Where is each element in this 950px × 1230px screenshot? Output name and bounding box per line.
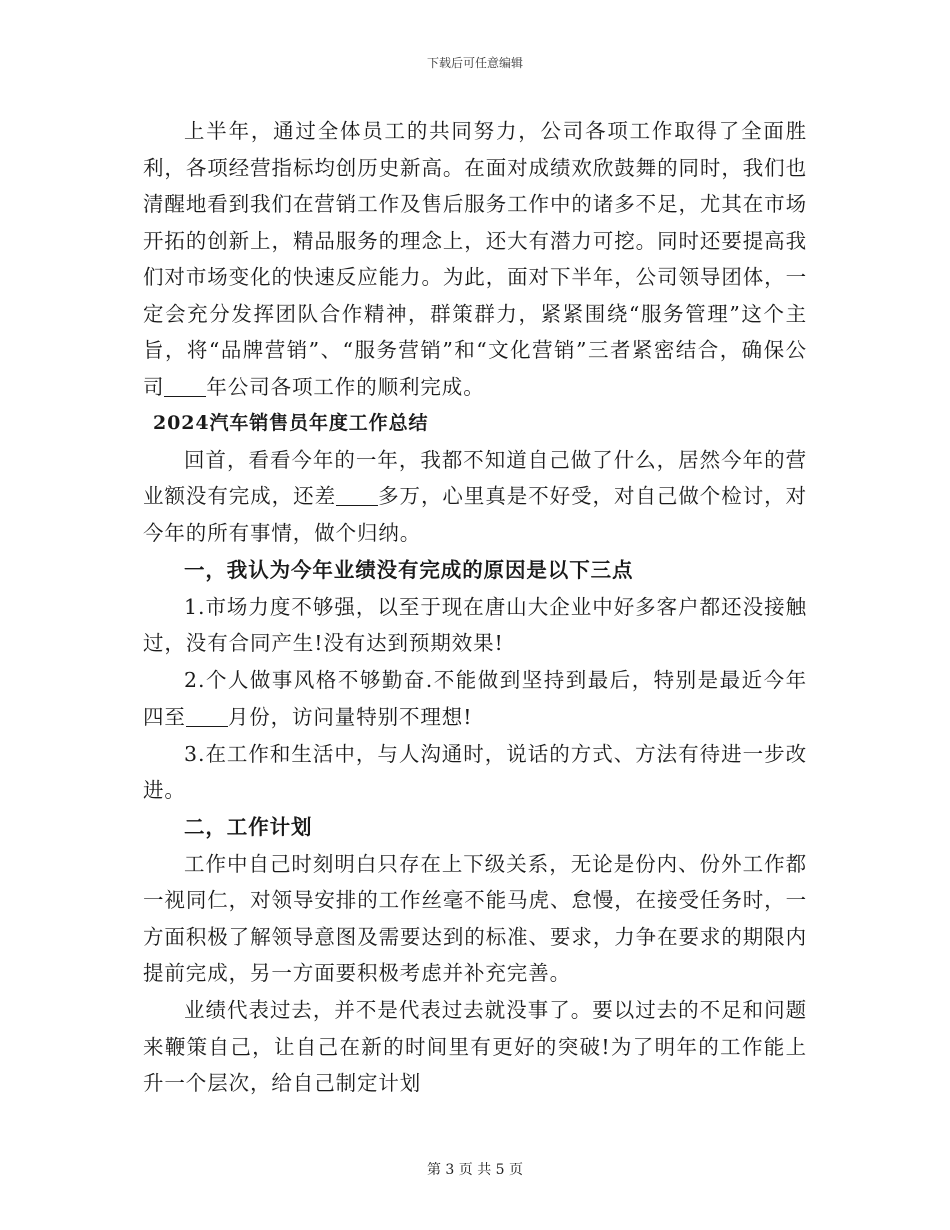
fill-blank: [186, 726, 228, 727]
list-item: [143, 662, 807, 735]
paragraph-text: 多万，心里真是不好受，对自己做个检讨，对今年的所有事情，做个归纳。: [143, 484, 807, 545]
fill-blank: [336, 505, 378, 506]
page-footer: 第 3 页 共 5 页: [426, 1162, 524, 1178]
paragraph-text: 回首，看看今年的一年，我都不知道自己做了什么，居然今年的营业额没有完成，还差: [143, 447, 807, 508]
document-title: 2024汽车销售员年度工作总结: [153, 412, 429, 434]
section-heading: 二，工作计划: [184, 815, 313, 839]
document-body: [143, 113, 807, 1102]
list-item: 1.市场力度不够强，以至于现在唐山大企业中好多客户都还没接触过，没有合同产生!没有达到预期效果!: [143, 594, 807, 655]
paragraph-text: 2.个人做事风格不够勤奋.不能做到坚持到最后，特别是最近今年四至: [143, 668, 807, 729]
intro-paragraph: [143, 113, 807, 405]
plan-paragraph: 业绩代表过去，并不是代表过去就没事了。要以过去的不足和问题来鞭策自己，让自己在新的时间里有更好的突破!为了明年的工作能上升一个层次，给自己制定计划: [143, 998, 807, 1095]
paragraph-text: 年公司各项工作的顺利完成。: [206, 374, 485, 399]
section-heading: 一，我认为今年业绩没有完成的原因是以下三点: [184, 557, 634, 582]
paragraph-text: 上半年，通过全体员工的共同努力，公司各项工作取得了全面胜利，各项经营指标均创历史新高。在面对成绩欢欣鼓舞的同时，我们也清醒地看到我们在营销工作及售后服务工作中的诸多不足，尤其在市场开拓的创新上，精品服务的理念上，还大有潜力可挖。同时还要提高我们对市场变化的快速反应能力。为此，面对下半年，公司领导团体，一定会充分发挥团队合作精神，群策群力，紧紧围绕“服务管理”这个主旨，将“品牌营销”、“服务营销”和“文化营销”三者紧密结合，确保公司: [143, 119, 807, 399]
review-paragraph: [143, 442, 807, 552]
page-header: 下载后可任意编辑: [426, 56, 523, 70]
list-item: 3.在工作和生活中，与人沟通时，说话的方式、方法有待进一步改进。: [143, 741, 807, 802]
plan-paragraph: 工作中自己时刻明白只存在上下级关系，无论是份内、份外工作都一视同仁，对领导安排的工作丝毫不能马虎、怠慢，在接受任务时，一方面积极了解领导意图及需要达到的标准、要求，力争在要求的期限内提前完成，另一方面要积极考虑并补充完善。: [143, 851, 807, 985]
fill-blank: [164, 396, 206, 397]
paragraph-text: 月份，访问量特别不理想!: [227, 704, 473, 729]
